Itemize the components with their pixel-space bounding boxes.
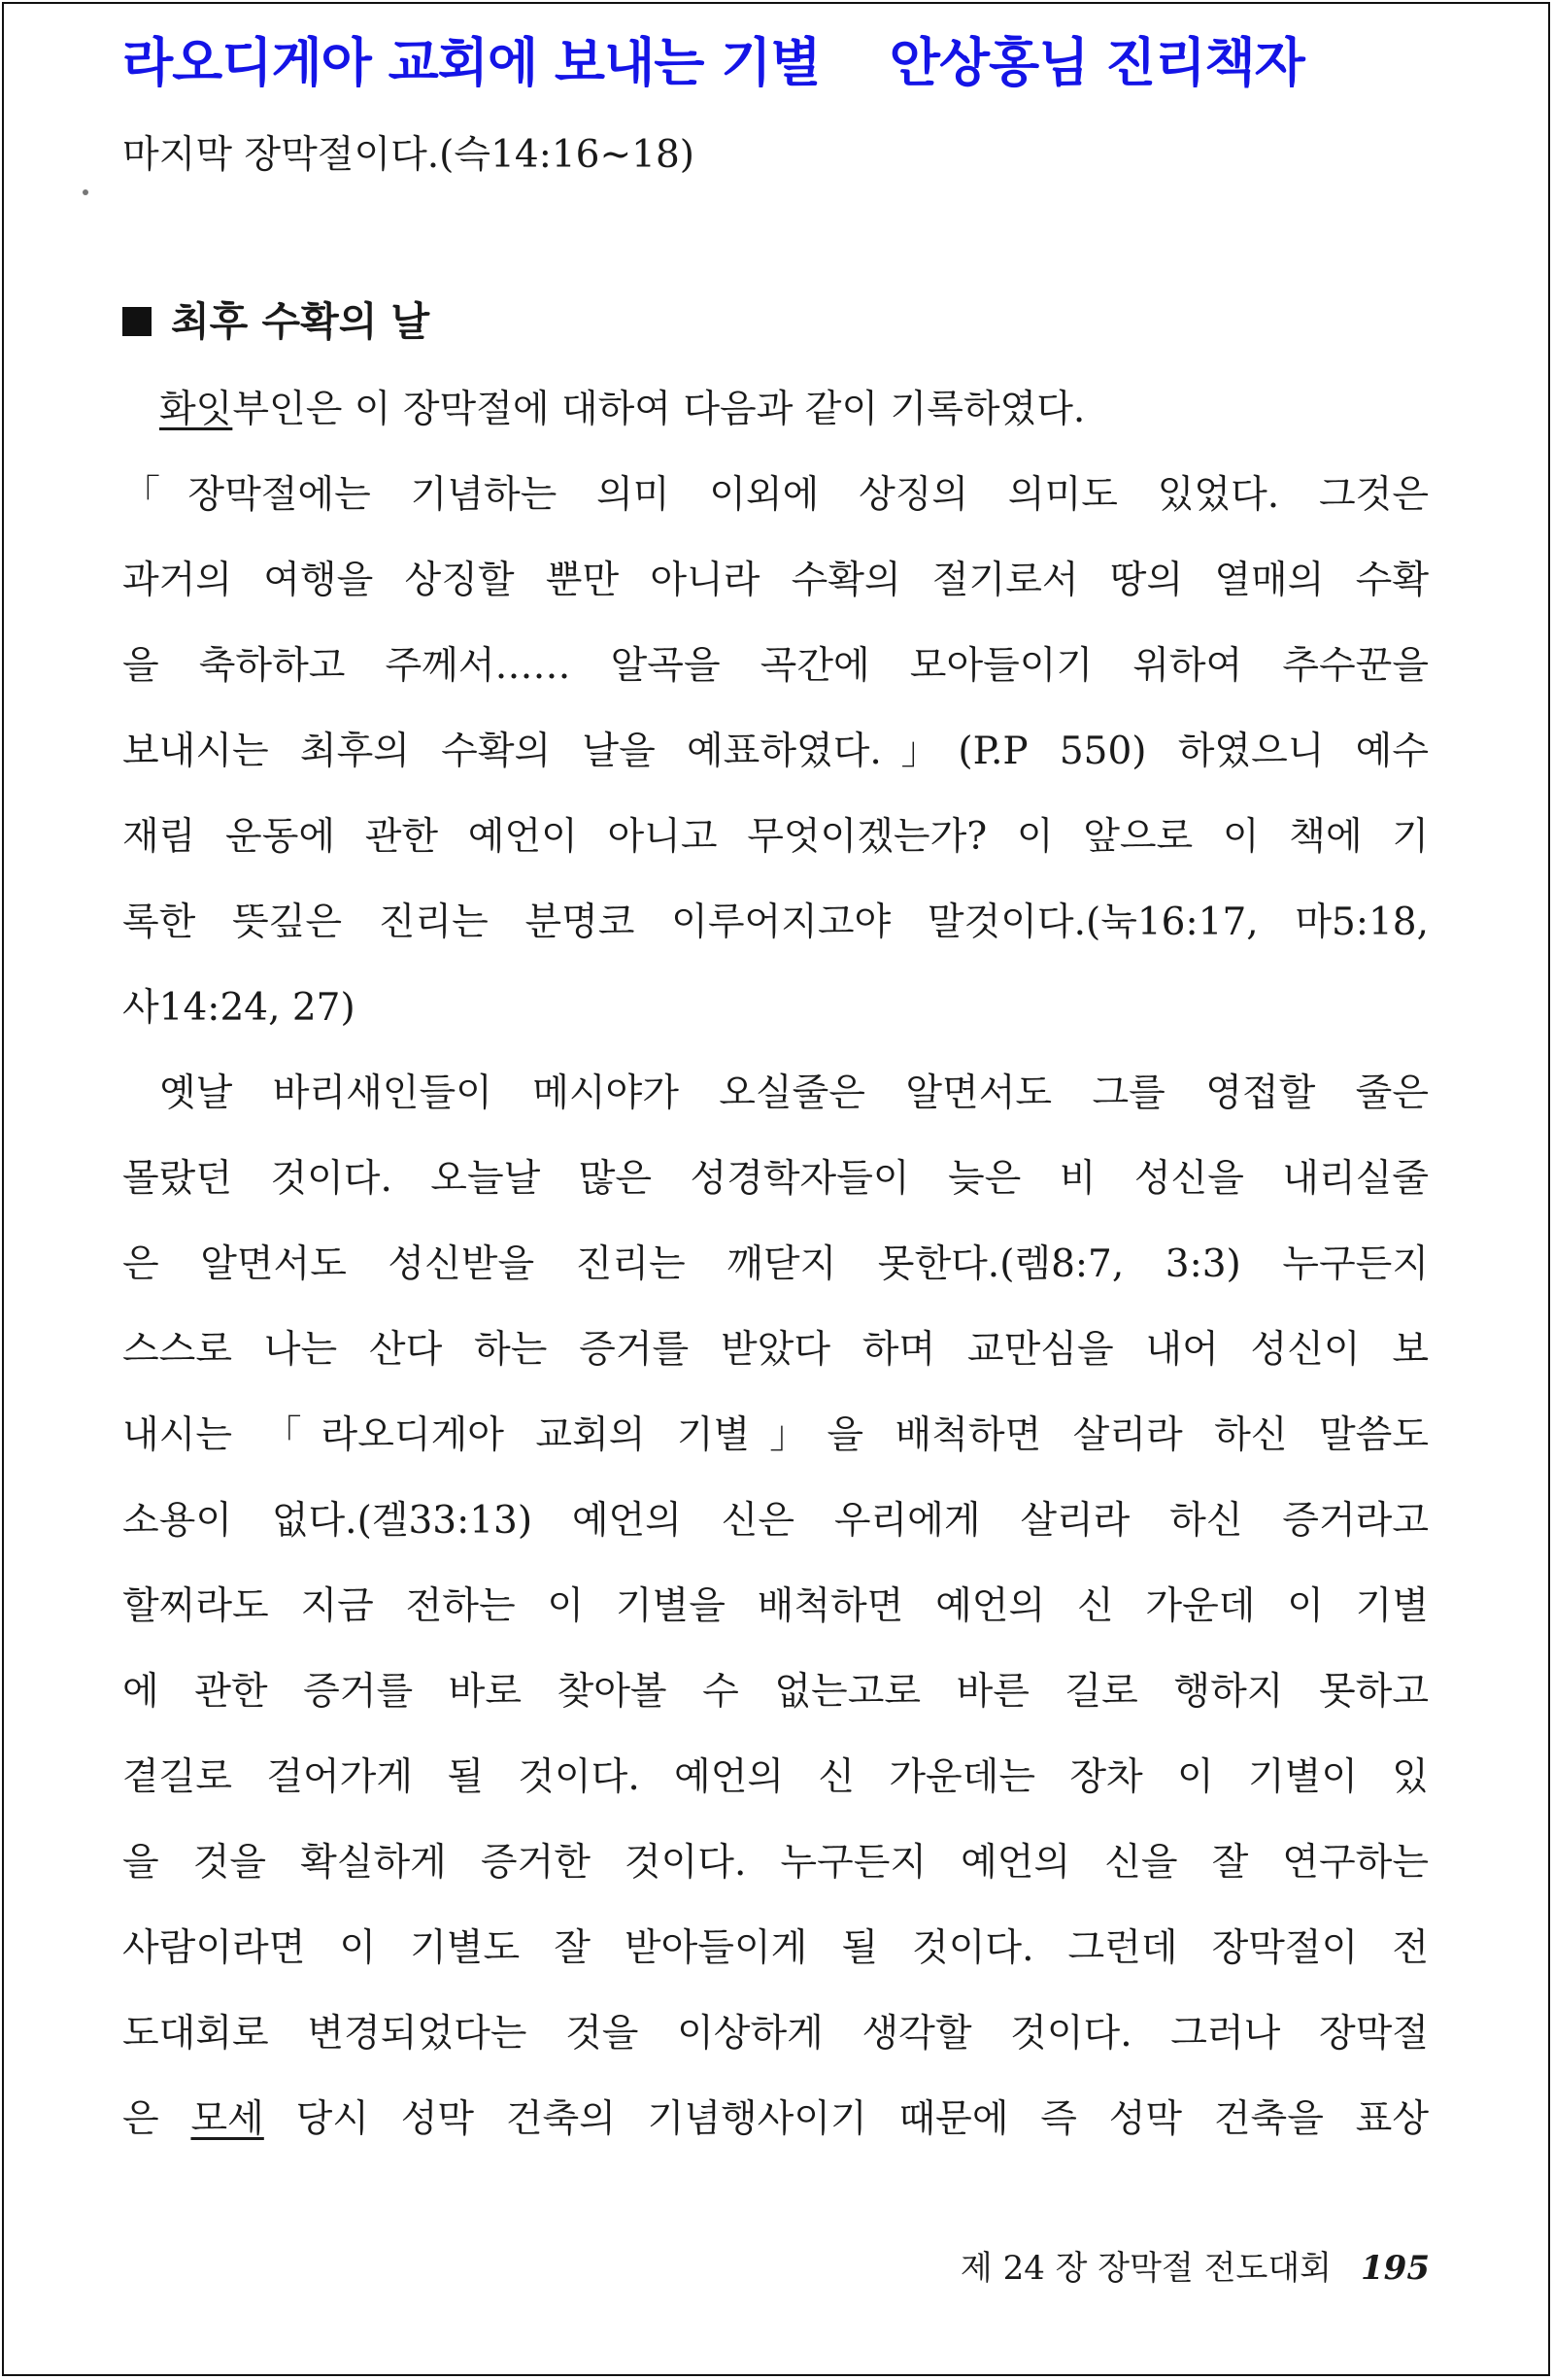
chapter-title: 제 24 장 장막절 전도대회 bbox=[960, 2249, 1333, 2288]
paragraph-2-line: 과거의 여행을 상징할 뿐만 아니라 수확의 절기로서 땅의 열매의 수확 bbox=[122, 559, 1429, 602]
paragraph-2-line: 을 축하하고 주께서…… 알곡을 곡간에 모아들이기 위하여 추수꾼을 bbox=[122, 644, 1429, 688]
paragraph-3-line: 은 알면서도 성신받을 진리는 깨닫지 못한다.(렘8:7, 3:3) 누구든지 bbox=[122, 1242, 1429, 1286]
paragraph-3-last-line bbox=[122, 2095, 1429, 2144]
paragraph-3-line: 할찌라도 지금 전하는 이 기별을 배척하면 예언의 신 가운데 이 기별 bbox=[122, 1584, 1429, 1628]
paragraph-3-line: 스스로 나는 산다 하는 증거를 받았다 하며 교만심을 내어 성신이 보 bbox=[122, 1328, 1429, 1372]
paragraph-3-line: 내시는 「라오디게아 교회의 기별」을 배척하면 살리라 하신 말씀도 bbox=[122, 1413, 1429, 1457]
underlined-name: 모세 bbox=[190, 2097, 264, 2141]
paragraph-2-line: 보내시는 최후의 수확의 날을 예표하였다.」(P.P 550) 하였으니 예수 bbox=[122, 730, 1429, 773]
paragraph-3-line: 곁길로 걸어가게 될 것이다. 예언의 신 가운데는 장차 이 기별이 있 bbox=[122, 1755, 1429, 1799]
last-line-before: 은 bbox=[122, 2097, 191, 2141]
header-title: 라오디게아 교회에 보내는 기별 안상홍님 진리책자 bbox=[122, 32, 1304, 93]
paragraph-3-line: 도대회로 변경되었다는 것을 이상하게 생각할 것이다. 그러나 장막절 bbox=[122, 2012, 1429, 2056]
paragraph-3-line: 옛날 바리새인들이 메시야가 오실줄은 알면서도 그를 영접할 줄은 bbox=[159, 1071, 1429, 1115]
black-square-icon bbox=[122, 307, 152, 336]
last-line-after: 당시 성막 건축의 기념행사이기 때문에 즉 성막 건축을 표상 bbox=[263, 2097, 1429, 2141]
paragraph-3-line: 몰랐던 것이다. 오늘날 많은 성경학자들이 늦은 비 성신을 내리실줄 bbox=[122, 1157, 1429, 1201]
section-heading-text: 최후 수확의 날 bbox=[171, 298, 430, 345]
paragraph-3-line: 사람이라면 이 기별도 잘 받아들이게 될 것이다. 그런데 장막절이 전 bbox=[122, 1926, 1429, 1970]
paragraph-3-line: 을 것을 확실하게 증거한 것이다. 누구든지 예언의 신을 잘 연구하는 bbox=[122, 1841, 1429, 1885]
page-footer bbox=[961, 2244, 1430, 2293]
paragraph-1-line bbox=[159, 386, 1429, 434]
paragraph-2-line: 사14:24, 27) bbox=[122, 986, 355, 1030]
paragraph-2-line: 록한 뜻깊은 진리는 분명코 이루어지고야 말것이다.(눅16:17, 마5:18, bbox=[122, 901, 1429, 944]
underlined-name: 화잇 bbox=[159, 388, 233, 431]
paragraph-3-line: 에 관한 증거를 바로 찾아볼 수 없는고로 바른 길로 행하지 못하고 bbox=[122, 1670, 1429, 1714]
paragraph-2-line: 재림 운동에 관한 예언이 아니고 무엇이겠는가? 이 앞으로 이 책에 기 bbox=[122, 815, 1429, 859]
scan-speck bbox=[83, 189, 88, 195]
paragraph-2-line: 「장막절에는 기념하는 의미 이외에 상징의 의미도 있었다. 그것은 bbox=[122, 473, 1429, 517]
page-number: 195 bbox=[1361, 2249, 1430, 2288]
paragraph-1-text: 부인은 이 장막절에 대하여 다음과 같이 기록하였다. bbox=[232, 388, 1086, 431]
section-heading bbox=[122, 294, 429, 349]
intro-line: 마지막 장막절이다.(슥14:16~18) bbox=[122, 133, 694, 177]
paragraph-3-line: 소용이 없다.(겔33:13) 예언의 신은 우리에게 살리라 하신 증거라고 bbox=[122, 1499, 1429, 1543]
